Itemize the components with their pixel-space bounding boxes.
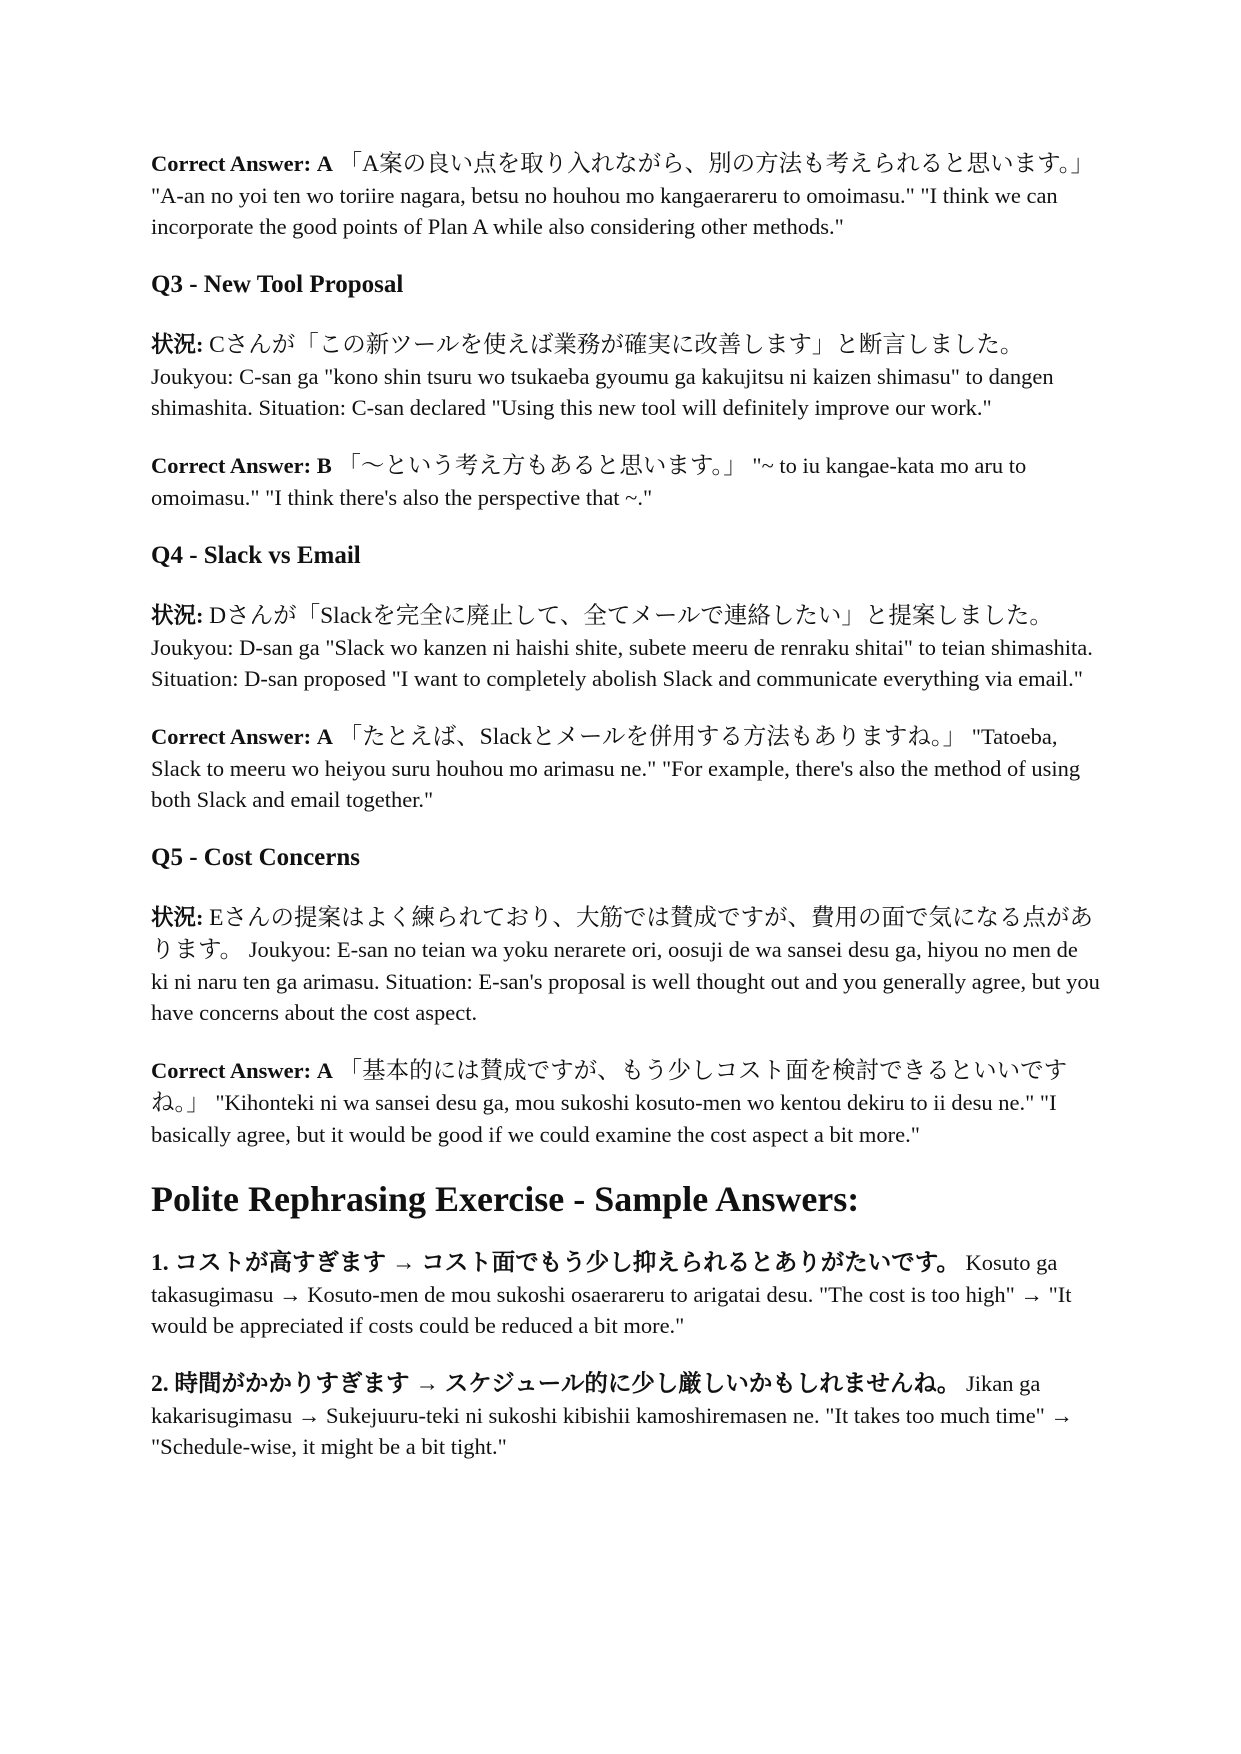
q2-answer-letter: A (316, 151, 334, 176)
q4-heading: Q4 - Slack vs Email (151, 542, 361, 569)
q2-answer-text: "A-an no yoi ten wo toriire nagara, betsu no houhou mo kangaerareru to omoimasu." "I think we can incorporate the good points of Plan A while also considering other methods." (151, 183, 1058, 239)
rephrase-item-text: Kosuto ga takasugimasu → Kosuto-men de mou sukoshi osaerareru to arigatai desu. "The cost is too high" → "It would be appreciated if costs could be reduced a bit more." (151, 1250, 1072, 1338)
q4-situation-japanese: Dさんが「Slackを完全に廃止して、全てメールで連絡したい」と提案しました。 (209, 603, 1053, 629)
rephrase-item (151, 1247, 1101, 1341)
q4-answer-paragraph (151, 721, 1101, 815)
q5-heading: Q5 - Cost Concerns (151, 844, 361, 871)
q4-answer-japanese: 「たとえば、Slackとメールを併用する方法もありますね。」 (338, 724, 967, 750)
q3-answer-letter: B (316, 453, 332, 478)
q3-situation-japanese: Cさんが「この新ツールを使えば業務が確実に改善します」と断言しました。 (209, 332, 1024, 358)
q2-answer-paragraph (151, 148, 1101, 242)
q4-answer-letter: A (316, 724, 334, 749)
correct-answer-label: Correct Answer: (151, 1058, 312, 1083)
q5-situation-paragraph (151, 902, 1101, 1028)
correct-answer-label: Correct Answer: (151, 151, 312, 176)
q4-situation-text: Joukyou: D-san ga "Slack wo kanzen ni haishi shite, subete meeru de renraku shitai" to teian shimashita. Situation: D-san proposed "I want to completely abolish Slack and communicate everything via email." (151, 635, 1093, 691)
q3-heading: Q3 - New Tool Proposal (151, 271, 404, 298)
rephrase-heading: Polite Rephrasing Exercise - Sample Answers: (151, 1179, 860, 1219)
q3-answer-text: "~ to iu kangae-kata mo aru to omoimasu." "I think there's also the perspective that ~." (151, 453, 1027, 510)
q5-situation-text: Joukyou: E-san no teian wa yoku nerarete ori, oosuji de wa sansei desu ga, hiyou no men de ki ni naru ten ga arimasu. Situation: E-san's proposal is well thought out and you generally agree, but you have concerns about the cost aspect. (151, 937, 1100, 1025)
correct-answer-label: Correct Answer: (151, 724, 312, 749)
situation-label: 状況: (151, 332, 204, 357)
rephrase-item (151, 1368, 1101, 1462)
situation-label: 状況: (151, 603, 204, 628)
q3-situation-text: Joukyou: C-san ga "kono shin tsuru wo tsukaeba gyoumu ga kakujitsu ni kaizen shimasu" to dangen shimashita. Situation: C-san declared "Using this new tool will definitely improve our work." (151, 364, 1054, 420)
rephrase-item-text: Jikan ga kakarisugimasu → Sukejuuru-teki ni sukoshi kibishii kamoshiremasen ne. "It takes too much time" → "Schedule-wise, it might be a bit tight." (151, 1371, 1073, 1459)
correct-answer-label: Correct Answer: (151, 453, 312, 478)
q2-answer-japanese: 「A案の良い点を取り入れながら、別の方法も考えられると思います。」 (338, 151, 1094, 177)
q5-answer-text: "Kihonteki ni wa sansei desu ga, mou sukoshi kosuto-men wo kentou dekiru to ii desu ne." "I basically agree, but it would be good if we could examine the cost aspect a bit more." (151, 1090, 1057, 1147)
q4-situation-paragraph (151, 600, 1101, 694)
situation-label: 状況: (151, 905, 204, 930)
rephrase-item-japanese: 2. 時間がかかりすぎます → スケジュール的に少し厳しいかもしれませんね。 (151, 1371, 961, 1397)
q5-situation-japanese: Eさんの提案はよく練られており、大筋では賛成ですが、費用の面で気になる点があります。 (151, 905, 1093, 963)
q4-answer-text: "Tatoeba, Slack to meeru wo heiyou suru houhou mo arimasu ne." "For example, there's also the method of using both Slack and email together." (151, 724, 1081, 812)
q5-answer-letter: A (316, 1058, 334, 1083)
q3-situation-paragraph (151, 329, 1101, 423)
rephrase-item-japanese: 1. コストが高すぎます → コスト面でもう少し抑えられるとありがたいです。 (151, 1250, 960, 1276)
q5-answer-japanese: 「基本的には賛成ですが、もう少しコスト面を検討できるといいですね。」 (151, 1058, 1068, 1116)
q3-answer-japanese: 「〜という考え方もあると思います。」 (337, 453, 747, 479)
q3-answer-paragraph (151, 450, 1101, 513)
q5-answer-paragraph (151, 1055, 1101, 1150)
